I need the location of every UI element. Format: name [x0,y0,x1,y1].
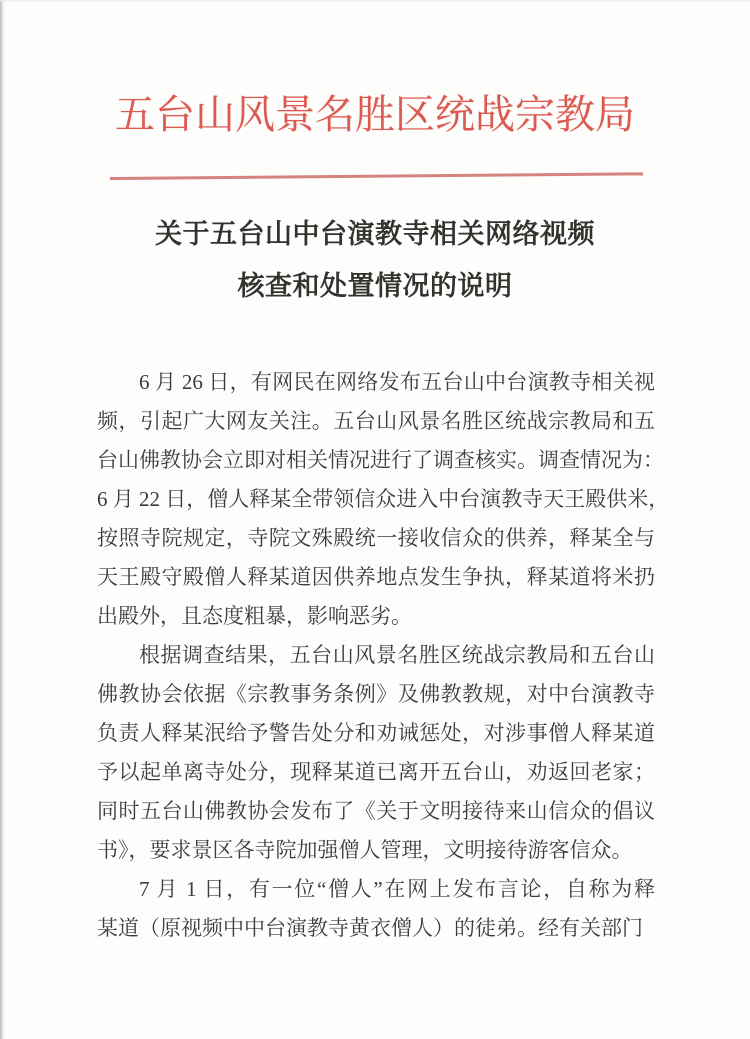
document-title-line1: 关于五台山中台演教寺相关网络视频 [155,219,595,249]
body-line: 6 月 26 日，有网民在网络发布五台山中台演教寺相关视 [139,370,655,394]
body-line: 天王殿守殿僧人释某道因供养地点发生争执，释某道将米扔 [97,565,655,589]
scan-edge-left [0,0,4,1039]
body-line: 书》，要求景区各寺院加强僧人管理，文明接待游客信众。 [97,838,633,862]
body-line: 予以起单离寺处分，现释某道已离开五台山，劝返回老家； [97,760,655,784]
body-line: 6 月 22 日，僧人释某全带领信众进入中台演教寺天王殿供米， [97,487,670,511]
body-line: 台山佛教协会立即对相关情况进行了调查核实。调查情况为： [97,448,664,472]
body-line: 同时五台山佛教协会发布了《关于文明接待来山信众的倡议 [97,799,655,823]
body-line: 佛教协会依据《宗教事务条例》及佛教教规，对中台演教寺 [97,682,655,706]
letterhead-divider [110,172,643,179]
body-line: 根据调查结果，五台山风景名胜区统战宗教局和五台山 [139,643,655,667]
agency-letterhead: 五台山风景名胜区统战宗教局 [115,92,635,137]
body-line: 按照寺院规定，寺院文殊殿统一接收信众的供养，释某全与 [97,526,655,550]
scan-edge-top [0,0,750,3]
document-title-line2: 核查和处置情况的说明 [237,271,513,301]
body-line: 7 月 1 日，有一位“僧人”在网上发布言论，自称为释 [139,877,655,901]
body-line: 某道（原视频中中台演教寺黄衣僧人）的徒弟。经有关部门 [97,916,643,940]
body-line: 频，引起广大网友关注。五台山风景名胜区统战宗教局和五 [97,409,655,433]
body-line: 负责人释某泯给予警告处分和劝诫惩处，对涉事僧人释某道 [97,721,655,745]
document-body [97,363,670,948]
body-line: 出殿外，且态度粗暴，影响恶劣。 [97,604,412,628]
